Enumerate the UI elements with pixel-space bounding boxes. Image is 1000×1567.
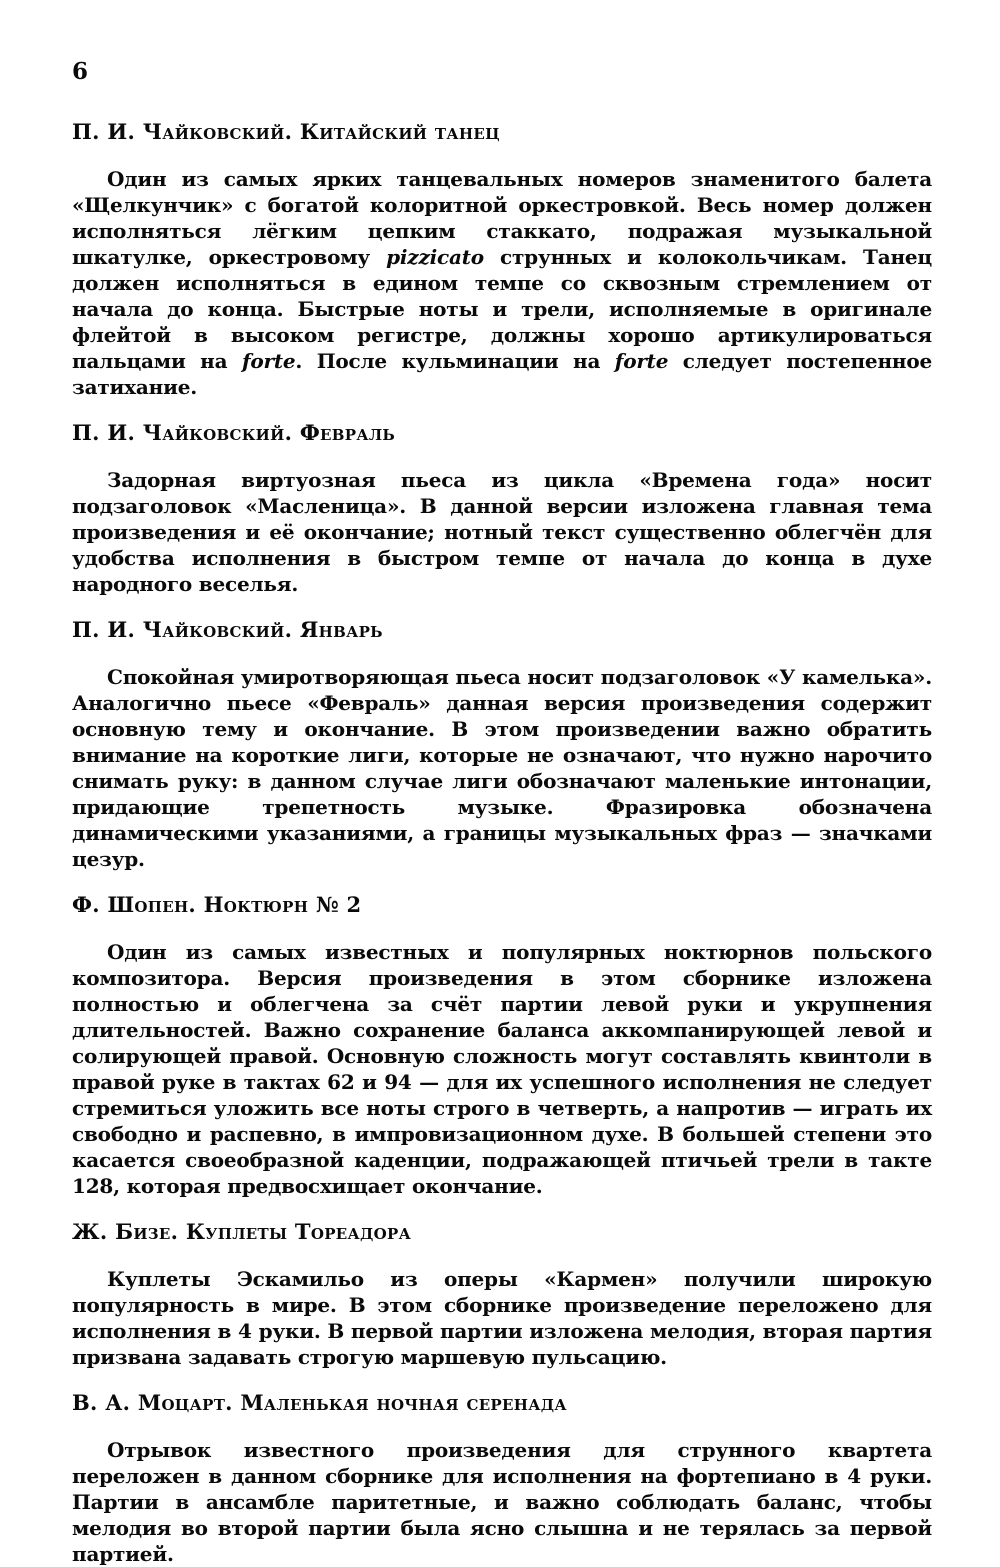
section-heading: Ж. Бизе. Куплеты Тореадора [72,1219,412,1244]
page-content [72,118,932,1567]
section-paragraph: Один из самых ярких танцевальных номеров знаменитого балета «Щелкунчик» с богатой колоритной оркестровкой. Весь номер должен исполняться лёгким цепким стаккато, подражая музыкальной шкатулке, оркестровому pizzicato струнных и колокольчикам. Танец должен исполняться в едином темпе со сквозным стремлением от начала до конца. Быстрые ноты и трели, исполняемые в оригинале флейтой в высоком регистре, должны хорошо артикулироваться пальцами на forte. После кульминации на forte следует постепенное затихание. [72,167,932,399]
section-heading: Ф. Шопен. Ноктюрн № 2 [72,892,362,917]
section-bizet-toreador-couplets [72,1218,932,1370]
section-heading: П. И. Чайковский. Китайский танец [72,119,500,144]
section-paragraph: Один из самых известных и популярных ноктюрнов польского композитора. Версия произведения в этом сборнике изложена полностью и облегчена за счёт партии левой руки и укрупнения длительностей. Важно сохранение баланса аккомпанирующей левой и солирующей правой. Основную сложность могут составлять квинтоли в правой руке в тактах 62 и 94 — для их успешного исполнения не следует стремиться уложить все ноты строго в четверть, а напротив — играть их свободно и распевно, в импровизационном духе. В большей степени это касается своеобразной каденции, подражающей птичьей трели в такте 128, которая предвосхищает окончание. [72,940,932,1198]
section-paragraph: Отрывок известного произведения для струнного квартета переложен в данном сборнике для исполнения на фортепиано в 4 руки. Партии в ансамбле паритетные, и важно соблюдать баланс, чтобы мелодия во второй партии была ясно слышна и не терялась за первой партией. [72,1438,932,1566]
page-number: 6 [72,58,89,85]
section-heading: П. И. Чайковский. Январь [72,617,383,642]
section-tchaikovsky-february [72,419,932,597]
section-paragraph: Задорная виртуозная пьеса из цикла «Времена года» носит подзаголовок «Масленица». В данной версии изложена главная тема произведения и её окончание; нотный текст существенно облегчён для удобства исполнения в быстром темпе от начала до конца в духе народного веселья. [72,468,932,596]
section-paragraph: Спокойная умиротворяющая пьеса носит подзаголовок «У камелька». Аналогично пьесе «Февраль» данная версия произведения содержит основную тему и окончание. В этом произведении важно обратить внимание на короткие лиги, которые не означают, что нужно нарочито снимать руку: в данном случае лиги обозначают маленькие интонации, придающие трепетность музыке. Фразировка обозначена динамическими указаниями, а границы музыкальных фраз — значками цезур. [72,665,932,871]
section-mozart-night-serenade [72,1389,932,1567]
section-tchaikovsky-chinese-dance [72,118,932,400]
section-tchaikovsky-january [72,616,932,872]
section-heading: В. А. Моцарт. Маленькая ночная серенада [72,1390,567,1415]
section-paragraph: Куплеты Эскамильо из оперы «Кармен» получили широкую популярность в мире. В этом сборнике произведение переложено для исполнения в 4 руки. В первой партии изложена мелодия, вторая партия призвана задавать строгую маршевую пульсацию. [72,1267,932,1369]
section-chopin-nocturne-2 [72,891,932,1199]
section-heading: П. И. Чайковский. Февраль [72,420,396,445]
